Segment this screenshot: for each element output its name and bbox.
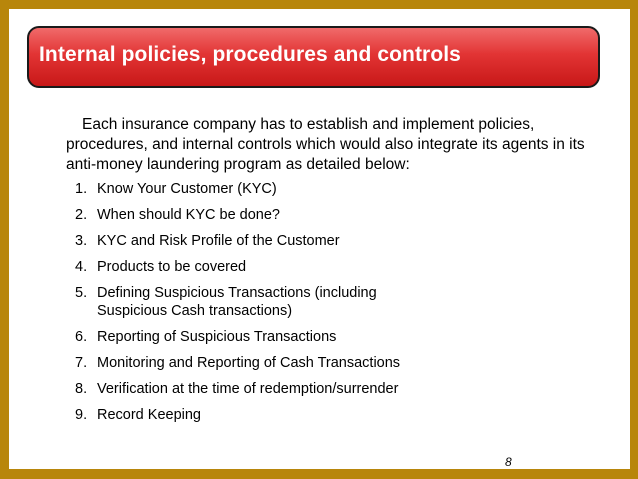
list-item-number: 5. (75, 285, 88, 301)
list-item-number: 1. (75, 181, 88, 197)
policy-list (75, 180, 595, 432)
list-item-text: KYC and Risk Profile of the Customer (97, 233, 340, 249)
page-number: 8 (505, 455, 512, 469)
list-item-text: Reporting of Suspicious Transactions (97, 329, 337, 345)
list-item (75, 232, 595, 250)
slide-title: Internal policies, procedures and controls (39, 43, 461, 66)
list-item (75, 180, 595, 198)
list-item-text: Know Your Customer (KYC) (97, 181, 277, 197)
list-item-text: Verification at the time of redemption/surrender (97, 381, 399, 397)
list-item-text: Record Keeping (97, 407, 201, 423)
list-item (75, 406, 595, 424)
title-bar (27, 26, 600, 88)
list-item (75, 284, 595, 320)
list-item-text: Products to be covered (97, 259, 247, 275)
list-item-text: When should KYC be done? (97, 207, 280, 223)
list-item (75, 328, 595, 346)
intro-paragraph: Each insurance company has to establish and implement policies, procedures, and internal controls which would also integrate its agents in its anti-money laundering program as detailed below: (66, 116, 585, 173)
list-item-text: Monitoring and Reporting of Cash Transactions (97, 355, 401, 371)
list-item-number: 9. (75, 407, 88, 423)
list-item-number: 6. (75, 329, 88, 345)
list-item-text: Defining Suspicious Transactions (including Suspicious Cash transactions) (97, 285, 377, 319)
list-item (75, 380, 595, 398)
list-item-number: 4. (75, 259, 88, 275)
list-item (75, 258, 595, 276)
list-item (75, 354, 595, 372)
list-item-number: 8. (75, 381, 88, 397)
list-item-number: 3. (75, 233, 88, 249)
list-item-number: 2. (75, 207, 88, 223)
list-item (75, 206, 595, 224)
list-item-number: 7. (75, 355, 88, 371)
